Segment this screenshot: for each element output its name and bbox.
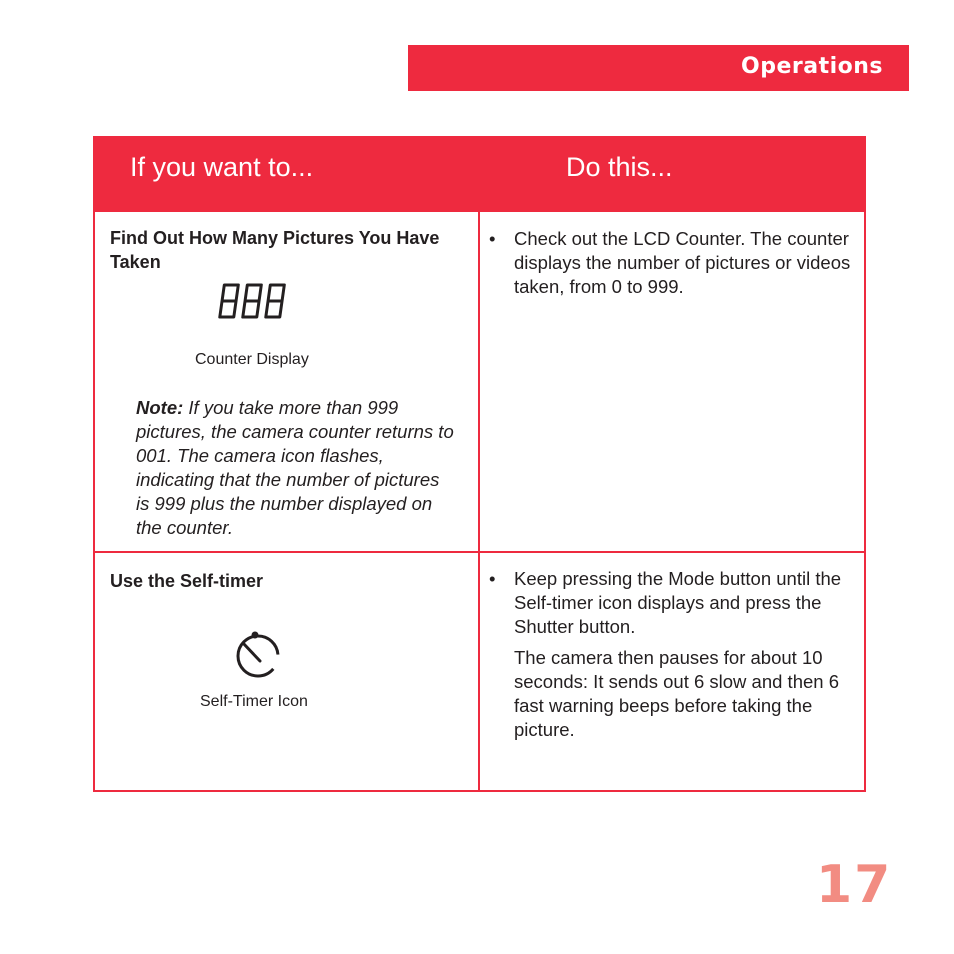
column-header-if: If you want to... bbox=[130, 152, 314, 182]
instruction-lcd-counter bbox=[489, 227, 854, 299]
self-timer-icon bbox=[227, 628, 287, 678]
counter-note bbox=[136, 396, 456, 540]
instruction-text: Check out the LCD Counter. The counter displays the number of pictures or videos taken, from 0 to 999. bbox=[514, 228, 851, 297]
note-text: If you take more than 999 pictures, the camera counter returns to 001. The camera icon flashes, indicating that the number of pictures is 999 plus the number displayed on the counter. bbox=[136, 397, 454, 538]
instruction-text-2: The camera then pauses for about 10 seconds: It sends out 6 slow and then 6 fast warning beeps before taking the picture. bbox=[514, 647, 839, 740]
row-title-picture-count: Find Out How Many Pictures You Have Taken bbox=[110, 228, 440, 272]
page-number: 17 bbox=[816, 855, 893, 915]
row-title-self-timer: Use the Self-timer bbox=[110, 571, 264, 591]
lcd-counter-display-icon bbox=[217, 280, 289, 324]
counter-display-caption: Counter Display bbox=[195, 351, 309, 368]
self-timer-caption: Self-Timer Icon bbox=[200, 693, 308, 710]
note-label: Note: bbox=[136, 397, 184, 418]
bullet: • bbox=[489, 568, 496, 589]
instruction-text: Keep pressing the Mode button until the Self-timer icon displays and press the Shutter button. bbox=[514, 568, 842, 637]
instruction-table bbox=[93, 136, 866, 792]
section-title: Operations bbox=[741, 54, 883, 79]
section-header bbox=[408, 45, 909, 91]
row-divider bbox=[95, 551, 864, 553]
column-header-do: Do this... bbox=[566, 152, 673, 182]
column-divider bbox=[478, 138, 480, 790]
instruction-self-timer bbox=[489, 567, 854, 742]
bullet: • bbox=[489, 228, 496, 249]
